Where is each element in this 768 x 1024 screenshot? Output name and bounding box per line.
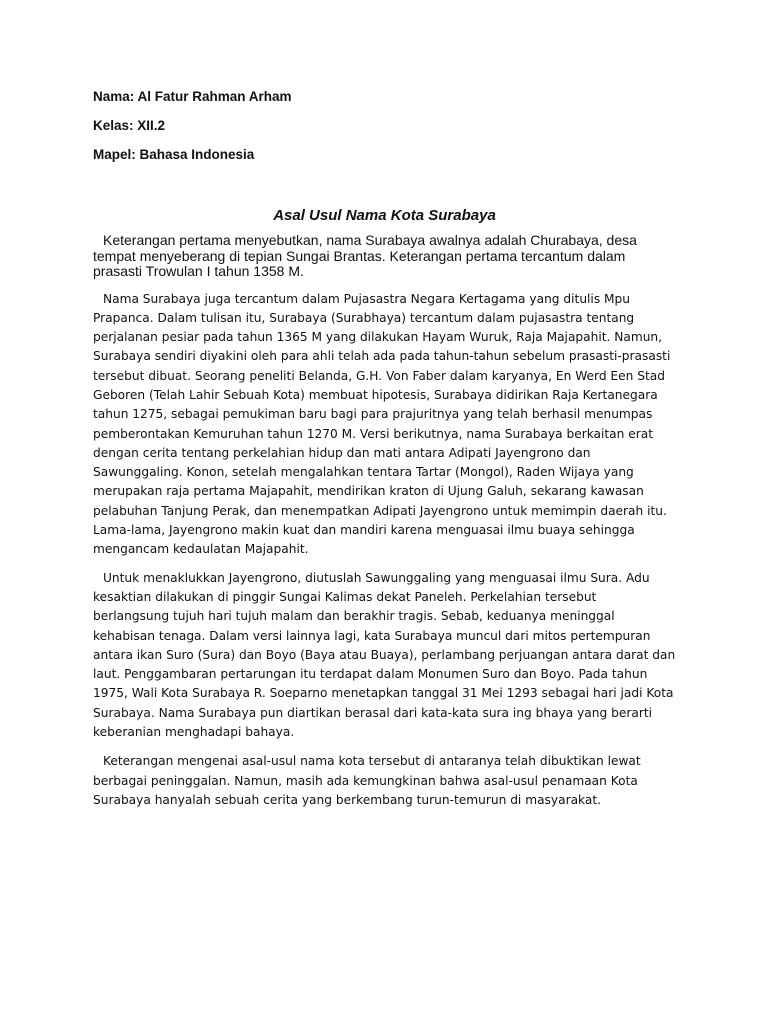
intro-paragraph: Keterangan pertama menyebutkan, nama Surabaya awalnya adalah Churabaya, desa tempat menyeberang di tepian Sungai Brantas. Keterangan pertama tercantum dalam prasasti Trowulan I tahun 1358 M. bbox=[93, 232, 637, 279]
body-paragraph-3: Keterangan mengenai asal-usul nama kota tersebut di antaranya telah dibuktikan lewat berbagai peninggalan. Namun, masih ada kemungkinan bahwa asal-usul penamaan Kota Surabaya hanyalah sebuah cerita yang berkembang turun-temurun di masyarakat. bbox=[93, 754, 641, 807]
student-name: Nama: Al Fatur Rahman Arham bbox=[93, 89, 292, 104]
body-paragraph-2: Untuk menaklukkan Jayengrono, diutuslah Sawunggaling yang menguasai ilmu Sura. Adu kesaktian dilakukan di pinggir Sungai Kalimas dekat Paneleh. Perkelahian tersebut berlangsung tujuh hari tujuh malam dan berakhir tragis. Sebab, keduanya meninggal kehabisan tenaga. Dalam versi lainnya lagi, kata Surabaya muncul dari mitos pertempuran antara ikan Suro (Sura) dan Boyo (Baya atau Buaya), perlambang perjuangan antara darat dan laut. Penggambaran pertarungan itu terdapat dalam Monumen Suro dan Boyo. Pada tahun 1975, Wali Kota Surabaya R. Soeparno menetapkan tanggal 31 Mei 1293 sebagai hari jadi Kota Surabaya. Nama Surabaya pun diartikan berasal dari kata-kata sura ing bhaya yang berarti keberanian menghadapi bahaya. bbox=[93, 570, 676, 740]
student-class: Kelas: XII.2 bbox=[93, 118, 166, 133]
subject: Mapel: Bahasa Indonesia bbox=[93, 147, 255, 162]
document-title: Asal Usul Nama Kota Surabaya bbox=[273, 207, 496, 224]
body-paragraph-1: Nama Surabaya juga tercantum dalam Pujasastra Negara Kertagama yang ditulis Mpu Prapanca. Dalam tulisan itu, Surabaya (Surabhaya) tercantum dalam pujasastra tentang perjalanan pesiar pada tahun 1365 M yang dilakukan Hayam Wuruk, Raja Majapahit. Namun, Surabaya sendiri diyakini oleh para ahli telah ada pada tahun-tahun sebelum prasasti-prasasti tersebut dibuat. Seorang peneliti Belanda, G.H. Von Faber dalam karyanya, En Werd Een Stad Geboren (Telah Lahir Sebuah Kota) membuat hipotesis, Surabaya didirikan Raja Kertanegara tahun 1275, sebagai pemukiman baru bagi para prajuritnya yang telah berhasil menumpas pemberontakan Kemuruhan tahun 1270 M. Versi berikutnya, nama Surabaya berkaitan erat dengan cerita tentang perkelahian hidup dan mati antara Adipati Jayengrono dan Sawunggaling. Konon, setelah mengalahkan tentara Tartar (Mongol), Raden Wijaya yang merupakan raja pertama Majapahit, mendirikan kraton di Ujung Galuh, sekarang kawasan pelabuhan Tanjung Perak, dan menempatkan Adipati Jayengrono untuk memimpin daerah itu. Lama-lama, Jayengrono makin kuat dan mandiri karena menguasai ilmu buaya sehingga mengancam kedaulatan Majapahit. bbox=[93, 291, 671, 557]
